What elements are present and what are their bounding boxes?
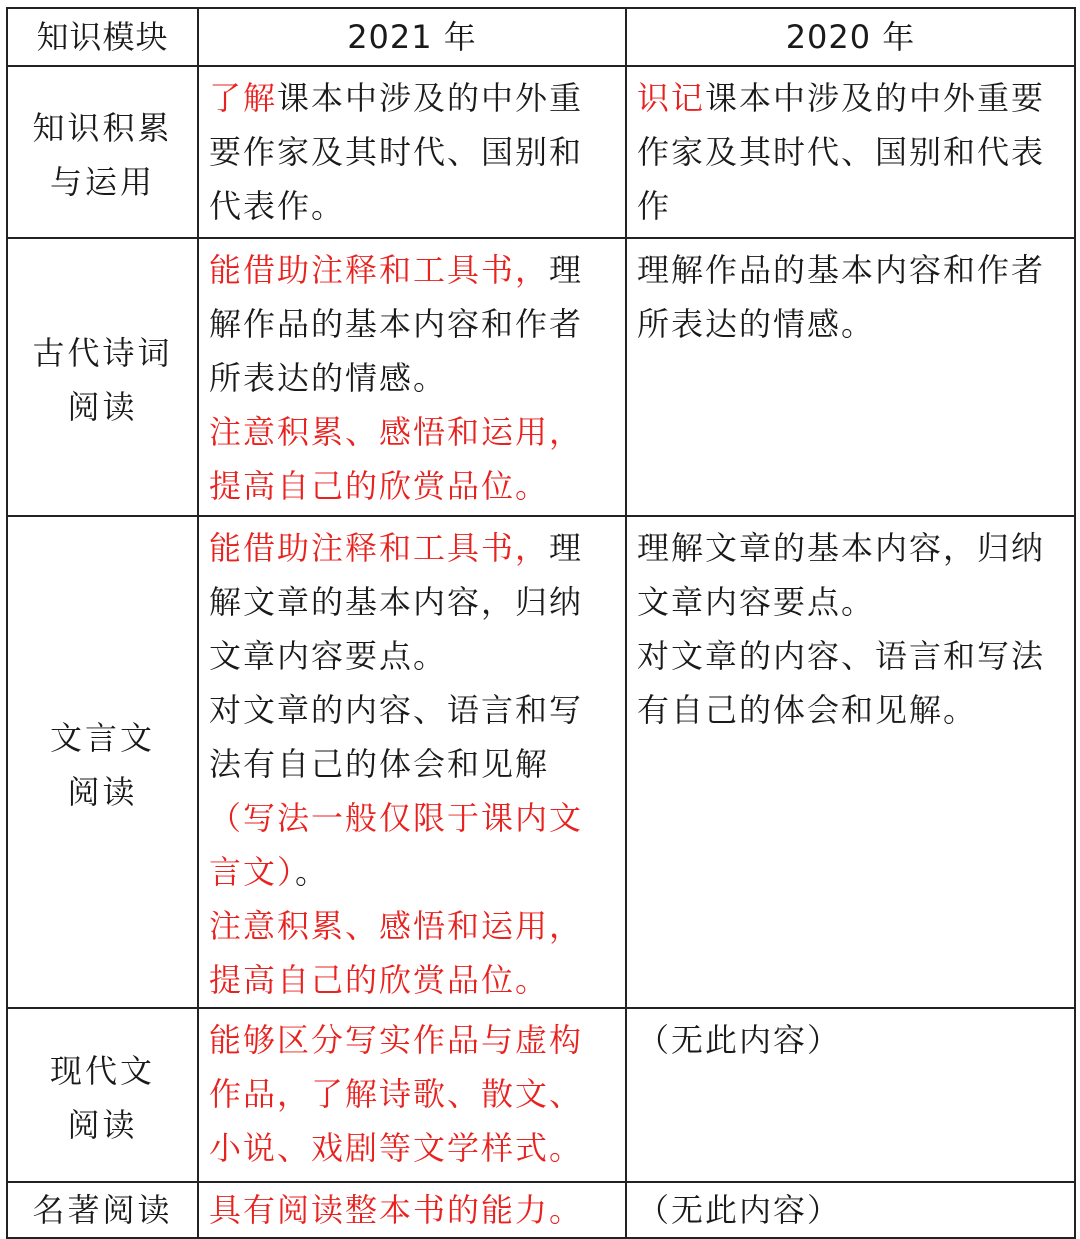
requirement-paragraph [209, 683, 615, 899]
module-label: 文言文 [49, 719, 155, 757]
module-label: 阅读 [67, 773, 138, 811]
table-row [7, 1008, 1075, 1182]
cell-2020 [626, 1182, 1075, 1238]
module-label: 古代诗词 [32, 334, 173, 372]
module-cell [7, 1182, 198, 1238]
requirement-text: 课本中涉及的中外重要作家及其时代、国别和代表作 [637, 79, 1046, 225]
requirement-text: （无此内容） [637, 1191, 842, 1229]
requirement-text: 理解文章的基本内容，归纳文章内容要点。 [637, 529, 1046, 621]
requirement-text: 对文章的内容、语言和写法有自己的体会和见解 [209, 691, 584, 783]
requirement-paragraph [209, 521, 615, 683]
cell-2020 [626, 516, 1075, 1008]
requirement-text: 课本中涉及的中外重要作家及其时代、国别和代表作。 [209, 79, 584, 225]
module-label: 与运用 [49, 163, 155, 201]
changed-text: 能借助注释和工具书， [209, 529, 550, 567]
changed-text: 能借助注释和工具书， [209, 251, 550, 289]
changed-text: （写法一般仅限于课内文言文） [209, 799, 584, 891]
module-label: 知识积累 [32, 109, 173, 147]
changed-text: 识记 [637, 79, 706, 117]
cell-2021 [198, 66, 626, 238]
requirement-text: 理解文章的基本内容，归纳文章内容要点。 [209, 529, 584, 675]
cell-2021 [198, 1008, 626, 1182]
requirement-text: 。 [295, 853, 330, 891]
module-label: 名著阅读 [32, 1191, 173, 1229]
requirement-paragraph [637, 521, 1064, 629]
requirement-paragraph [209, 405, 615, 513]
requirement-text: （无此内容） [637, 1021, 842, 1059]
table-row [7, 66, 1075, 238]
changed-text: 了解 [209, 79, 278, 117]
changed-text: 注意积累、感悟和运用，提高自己的欣赏品位。 [209, 907, 584, 999]
requirement-text: 对文章的内容、语言和写法有自己的体会和见解。 [637, 637, 1046, 729]
requirement-text: 理解作品的基本内容和作者所表达的情感。 [209, 251, 584, 397]
module-cell [7, 66, 198, 238]
requirement-text: 理解作品的基本内容和作者所表达的情感。 [637, 251, 1046, 343]
table-row [7, 238, 1075, 516]
table-row [7, 516, 1075, 1008]
module-cell [7, 238, 198, 516]
table-row [7, 1182, 1075, 1238]
module-cell [7, 1008, 198, 1182]
cell-2020 [626, 238, 1075, 516]
module-label: 阅读 [67, 388, 138, 426]
header-module: 知识模块 [7, 8, 198, 66]
requirement-paragraph [209, 243, 615, 405]
requirement-paragraph [637, 71, 1064, 233]
header-2021: 2021 年 [198, 8, 626, 66]
changed-text: 具有阅读整本书的能力。 [209, 1191, 584, 1229]
cell-2021 [198, 516, 626, 1008]
requirement-paragraph [637, 243, 1064, 351]
requirement-paragraph [209, 1013, 615, 1175]
requirement-paragraph [209, 899, 615, 1007]
table-header-row [7, 8, 1075, 66]
module-label: 阅读 [67, 1106, 138, 1144]
changed-text: 注意积累、感悟和运用，提高自己的欣赏品位。 [209, 413, 584, 505]
changed-text: 能够区分写实作品与虚构作品，了解诗歌、散文、小说、戏剧等文学样式。 [209, 1021, 584, 1167]
module-label: 现代文 [49, 1052, 155, 1090]
cell-2020 [626, 66, 1075, 238]
cell-2020 [626, 1008, 1075, 1182]
cell-2021 [198, 1182, 626, 1238]
requirement-paragraph [209, 71, 615, 233]
requirement-paragraph [637, 1013, 1064, 1067]
requirement-paragraph [637, 629, 1064, 737]
comparison-table [6, 7, 1076, 1239]
module-cell [7, 516, 198, 1008]
header-2020: 2020 年 [626, 8, 1075, 66]
cell-2021 [198, 238, 626, 516]
